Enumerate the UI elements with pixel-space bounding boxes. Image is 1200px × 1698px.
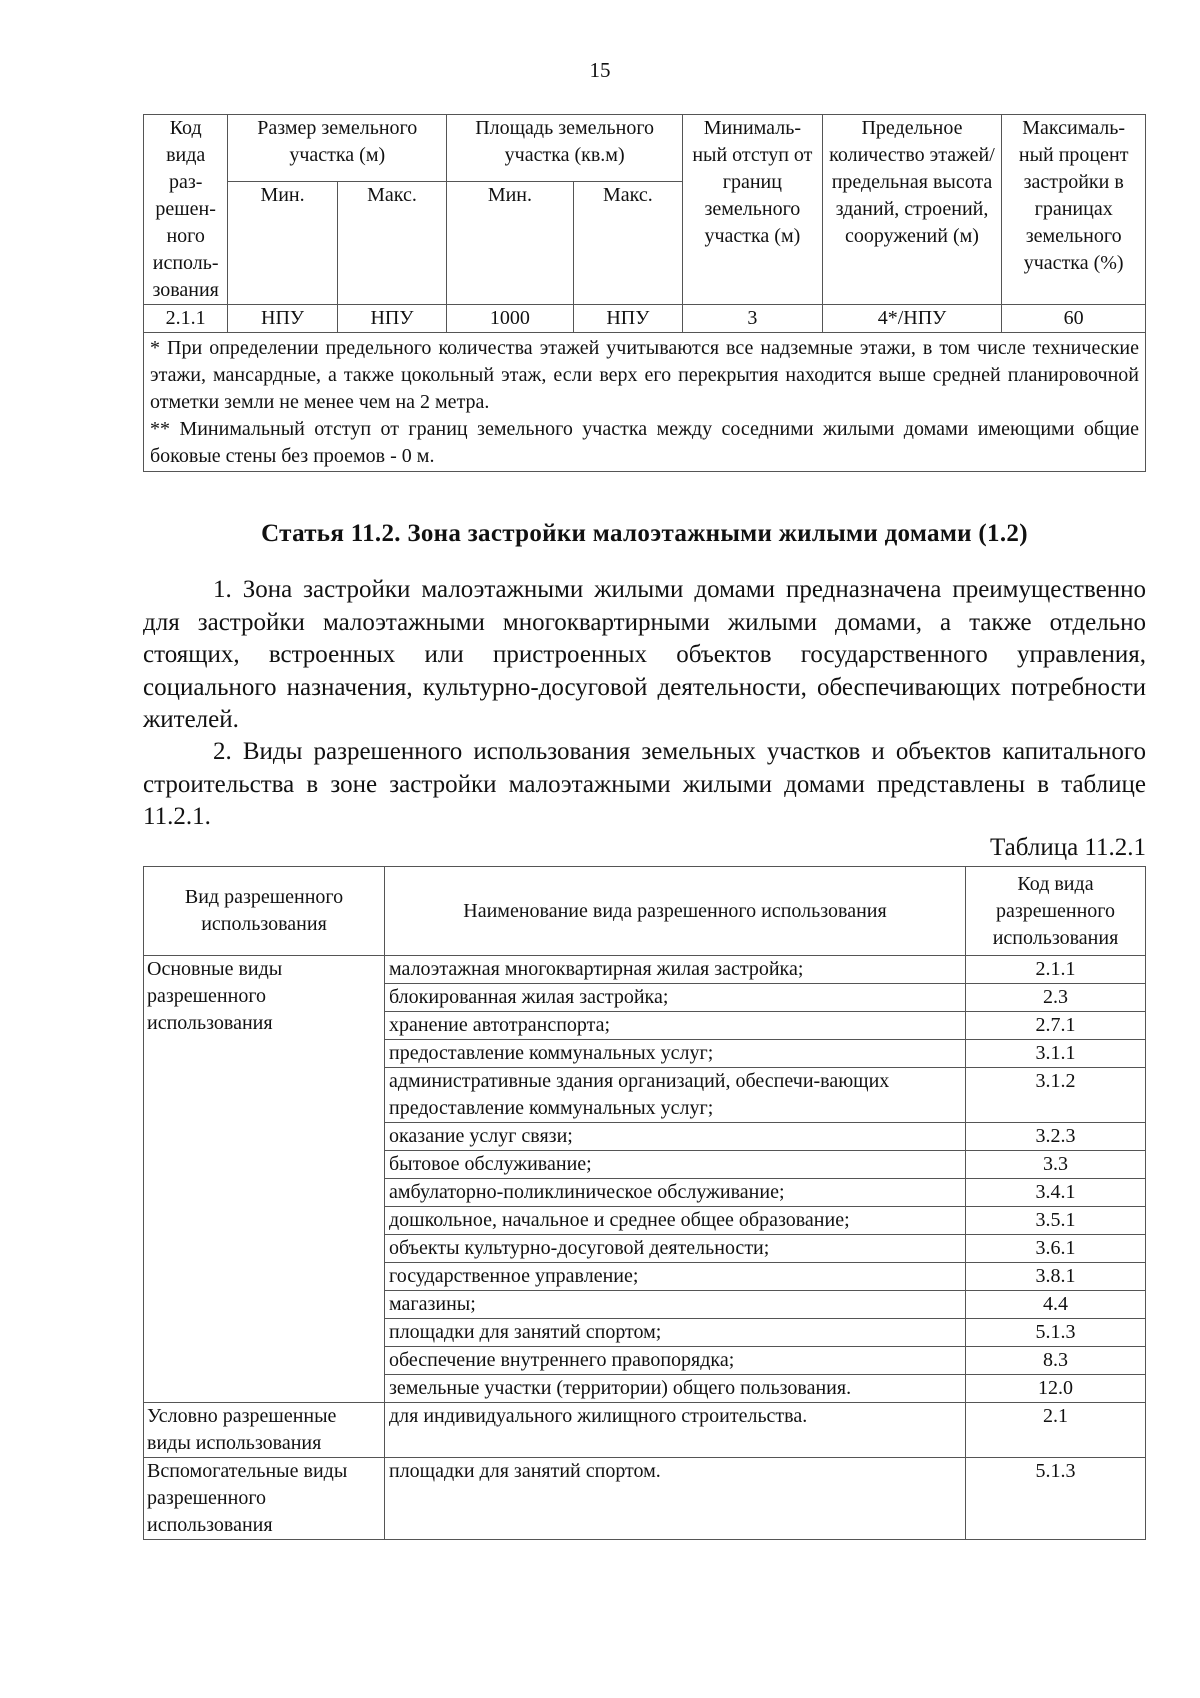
use-name: оказание услуг связи; (385, 1123, 966, 1151)
use-name: административные здания организаций, обеспечи-вающих предоставление коммунальных услуг; (385, 1068, 966, 1123)
use-code: 12.0 (966, 1375, 1146, 1403)
main-group: Основные виды разрешенного использования (144, 956, 385, 1403)
header-min-setback: Минималь-ный отступ от границ земельного участка (м) (683, 115, 823, 305)
article-title: Статья 11.2. Зона застройки малоэтажными жилыми домами (1.2) (261, 520, 1028, 547)
use-name: площадки для занятий спортом; (385, 1319, 966, 1347)
permitted-use-table (143, 866, 1146, 1540)
use-code: 3.2.3 (966, 1123, 1146, 1151)
use-name: объекты культурно-досуговой деятельности; (385, 1235, 966, 1263)
use-code: 2.3 (966, 984, 1146, 1012)
table-caption: Таблица 11.2.1 (990, 834, 1146, 861)
header-max-percent: Максималь-ный процент застройки в границах земельного участка (%) (1002, 115, 1146, 305)
use-name: бытовое обслуживание; (385, 1151, 966, 1179)
header-floors: Предельное количество этажей/ предельная высота зданий, строений, сооружений (м) (822, 115, 1002, 305)
use-code: 8.3 (966, 1347, 1146, 1375)
header-size-max: Макс. (337, 182, 446, 305)
header-code: Код вида раз-решен-ного исполь-зования (144, 115, 228, 305)
row-percent: 60 (1002, 305, 1146, 333)
header-use-type: Вид разрешенного использования (144, 867, 385, 956)
table-row (144, 1403, 1146, 1458)
use-name: предоставление коммунальных услуг; (385, 1040, 966, 1068)
use-code: 3.6.1 (966, 1235, 1146, 1263)
use-code: 3.4.1 (966, 1179, 1146, 1207)
use-name: земельные участки (территории) общего пользования. (385, 1375, 966, 1403)
row-area-max: НПУ (573, 305, 682, 333)
row-code: 2.1.1 (144, 305, 228, 333)
use-name: для индивидуального жилищного строительства. (385, 1403, 966, 1458)
table-notes (144, 333, 1146, 472)
paragraph-2: 2. Виды разрешенного использования земельных участков и объектов капитального строительства в зоне застройки малоэтажными жилыми домами представлены в таблице 11.2.1. (143, 738, 1146, 830)
table-row (144, 956, 1146, 984)
header-area-min: Мин. (447, 182, 574, 305)
use-code: 4.4 (966, 1291, 1146, 1319)
use-name: обеспечение внутреннего правопорядка; (385, 1347, 966, 1375)
conditional-group: Условно разрешенные виды использования (144, 1403, 385, 1458)
row-floors: 4*/НПУ (822, 305, 1002, 333)
header-use-name: Наименование вида разрешенного использования (385, 867, 966, 956)
row-setback: 3 (683, 305, 823, 333)
table-row (144, 305, 1146, 333)
use-code: 2.1 (966, 1403, 1146, 1458)
use-name: блокированная жилая застройка; (385, 984, 966, 1012)
use-name: малоэтажная многоквартирная жилая застройка; (385, 956, 966, 984)
use-code: 5.1.3 (966, 1319, 1146, 1347)
note-floors: * При определении предельного количества этажей учитываются все надземные этажи, в том числе технические этажи, мансардные, а также цокольный этаж, если верх его перекрытия находится выше средней планировочной отметки земли не менее чем на 2 метра. (150, 337, 1139, 413)
use-name: амбулаторно-поликлиническое обслуживание; (385, 1179, 966, 1207)
zoning-parameters-table (143, 114, 1146, 472)
use-code: 3.5.1 (966, 1207, 1146, 1235)
row-area-min: 1000 (447, 305, 574, 333)
paragraph-1: 1. Зона застройки малоэтажными жилыми домами предназначена преимущественно для застройки малоэтажными многоквартирными жилыми домами, а также отдельно стоящих, встроенных или пристроенных объектов государственного управления, социального назначения, культурно-досуговой деятельности, обеспечивающих потребности жителей. (143, 576, 1146, 733)
use-code: 5.1.3 (966, 1458, 1146, 1540)
use-name: дошкольное, начальное и среднее общее образование; (385, 1207, 966, 1235)
row-size-min: НПУ (228, 305, 337, 333)
use-name: площадки для занятий спортом. (385, 1458, 966, 1540)
use-code: 3.1.2 (966, 1068, 1146, 1123)
note-setback: ** Минимальный отступ от границ земельного участка между соседними жилыми домами имеющими общие боковые стены без проемов - 0 м. (150, 418, 1139, 467)
header-area-max: Макс. (573, 182, 682, 305)
page-number: 15 (589, 58, 611, 82)
use-code: 2.1.1 (966, 956, 1146, 984)
use-code: 3.1.1 (966, 1040, 1146, 1068)
use-name: хранение автотранспорта; (385, 1012, 966, 1040)
use-code: 2.7.1 (966, 1012, 1146, 1040)
header-plot-size: Размер земельного участка (м) (228, 115, 447, 182)
table-row (144, 1458, 1146, 1540)
use-name: государственное управление; (385, 1263, 966, 1291)
header-plot-area: Площадь земельного участка (кв.м) (447, 115, 683, 182)
use-code: 3.8.1 (966, 1263, 1146, 1291)
header-size-min: Мин. (228, 182, 337, 305)
row-size-max: НПУ (337, 305, 446, 333)
use-name: магазины; (385, 1291, 966, 1319)
auxiliary-group: Вспомогательные виды разрешенного использования (144, 1458, 385, 1540)
header-use-code: Код вида разрешенного использования (966, 867, 1146, 956)
use-code: 3.3 (966, 1151, 1146, 1179)
